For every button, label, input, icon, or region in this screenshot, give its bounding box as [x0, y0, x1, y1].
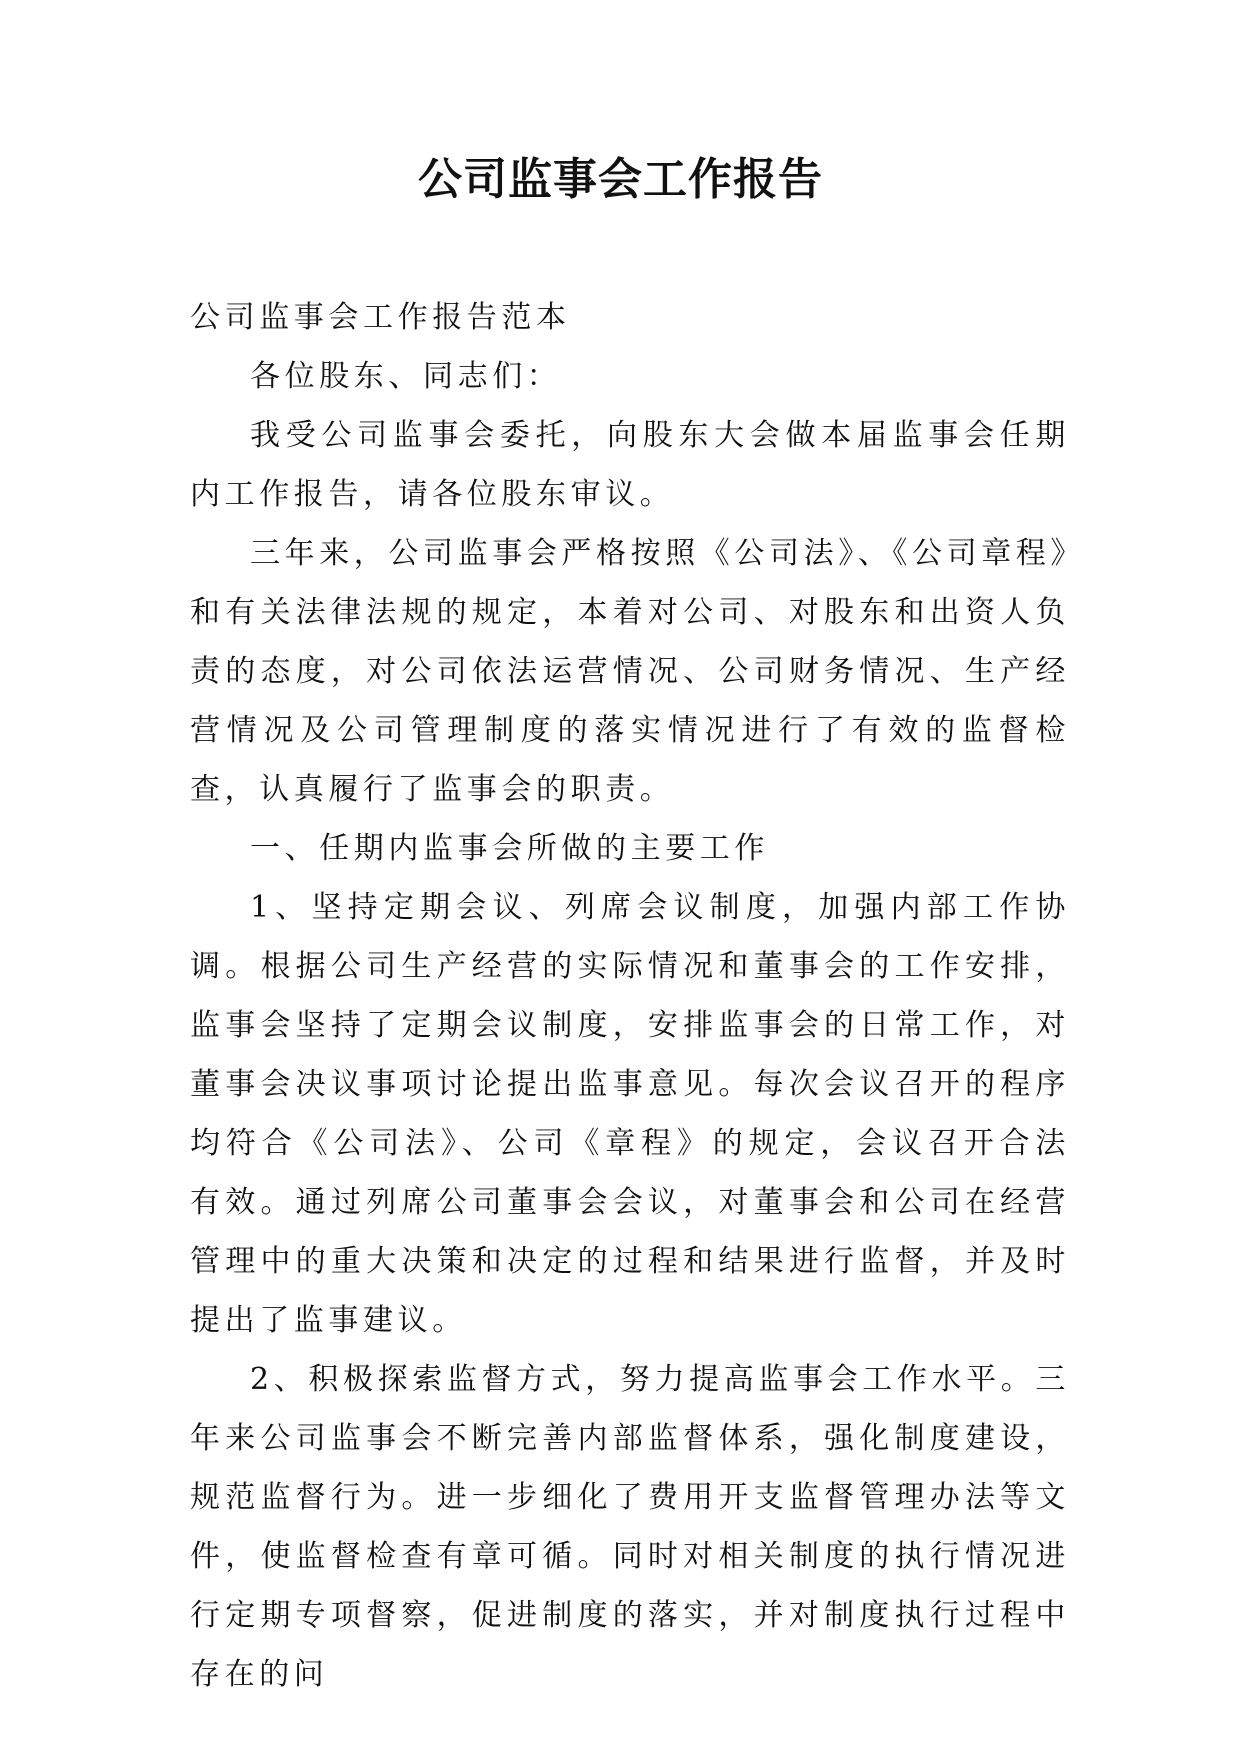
salutation: 各位股东、同志们： [250, 359, 562, 394]
section-heading-main-work: 一、任期内监事会所做的主要工作 [250, 831, 769, 866]
paragraph-overview: 三年来，公司监事会严格按照《公司法》、《公司章程》和有关法律法规的规定，本着对公司、对股东和出资人负责的态度，对公司依法运营情况、公司财务情况、生产经营情况及公司管理制度的落实情况进行了有效的监督检查，认真履行了监事会的职责。 [190, 536, 1070, 807]
paragraph-intro: 我受公司监事会委托，向股东大会做本届监事会任期内工作报告，请各位股东审议。 [190, 418, 1070, 512]
document-subtitle: 公司监事会工作报告范本 [190, 300, 571, 335]
document-title: 公司监事会工作报告 [418, 154, 823, 205]
document-body [190, 288, 1070, 1704]
paragraph-item-1: 1、坚持定期会议、列席会议制度，加强内部工作协调。根据公司生产经营的实际情况和董事会的工作安排，监事会坚持了定期会议制度，安排监事会的日常工作，对董事会决议事项讨论提出监事意见。每次会议召开的程序均符合《公司法》、公司《章程》的规定，会议召开合法有效。通过列席公司董事会会议，对董事会和公司在经营管理中的重大决策和决定的过程和结果进行监督，并及时提出了监事建议。 [190, 890, 1070, 1338]
paragraph-item-2: 2、积极探索监督方式，努力提高监事会工作水平。三年来公司监事会不断完善内部监督体系，强化制度建设，规范监督行为。进一步细化了费用开支监督管理办法等文件，使监督检查有章可循。同时对相关制度的执行情况进行定期专项督察，促进制度的落实，并对制度执行过程中存在的问 [190, 1362, 1070, 1692]
